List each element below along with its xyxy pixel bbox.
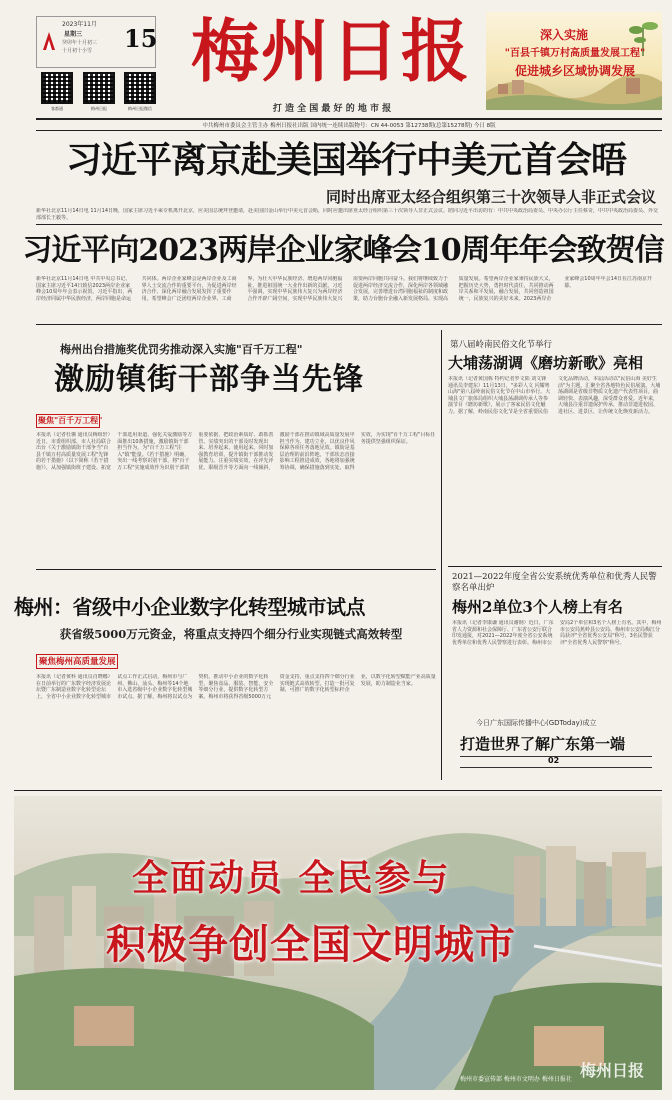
qr-label: 梅州日报 <box>91 106 107 111</box>
divider <box>14 790 662 791</box>
logo-mark-icon <box>41 30 57 52</box>
divider <box>36 118 662 120</box>
promo-line-2: "百县千镇万村高质量发展工程" <box>504 48 646 59</box>
article-kicker: 第八届岭南民俗文化节举行 <box>450 340 553 350</box>
gdtoday-kicker: 今日广东国际传播中心(GDToday)成立 <box>476 719 597 727</box>
qr-code-icon[interactable] <box>41 72 73 104</box>
meta-line: 中共梅州市委员会主管主办 梅州日报社出版 国内统一连续出版物号：CN 44-0053 第12738期(总第15278期) 今日 8版 <box>202 123 496 129</box>
lunar-line-1: 癸卯年十月初三 <box>62 40 98 46</box>
civilization-banner[interactable] <box>14 796 662 1090</box>
article-title[interactable]: 梅州：省级中小企业数字化转型城市试点 <box>14 595 365 619</box>
headline-body: 新华社北京11月14日电 11月14日晚，国家主席习近平乘专机离开北京，应美国总统拜登邀请，赴美国旧金山举行中美元首会晤，同时应邀出席亚太经合组织第三十次领导人非正式会议。陪同习近平出访的有：中共中央政治局委员、中央办公厅主任蔡奇，中共中央政治局委员、外交部部长王毅等。 <box>36 208 659 221</box>
lunar-line-2: 十月初十小雪 <box>62 48 93 54</box>
newspaper-title: 梅州日报 <box>190 12 471 92</box>
article-body: 本报讯（记者黄科 通讯员肖晓娜）在日前举行的广东数字经济发展论坛暨广东制造业数字化转型论坛上，全省中小企业数字化转型城市试点工作正式启动，梅州市与广州、佛山、汕头、梅州等14个地市入选省级中小企业数字化转型城市试点。据了解，梅州将以试点为契机，推动中小企业的数字化转型，聚焦食品、服装、智能、安全等细分行业，提供数字化转型方案。梅州市将获得省级5000万元资金支持，重点支持四个细分行业实现链式高效转型，打造一批可复制、可推广的数字化转型标杆企业，以数字化转型赋能产业高质量发展，助力制造业当家。 <box>36 674 436 700</box>
divider <box>448 566 662 567</box>
qr-label: 梅州日报微信 <box>128 106 152 111</box>
banner-credit: 梅州市委宣传部 梅州市文明办 梅州日报社 <box>460 1076 572 1083</box>
gdtoday-title[interactable]: 打造世界了解广东第一端 <box>460 735 626 753</box>
qr-label: 客都通 <box>51 106 63 111</box>
article-kicker: 2021—2022年度全省公安系统优秀单位和优秀人民警察名单出炉 <box>452 572 657 593</box>
qr-code-icon[interactable] <box>124 72 156 104</box>
article-body: 本报讯（记者杜骥 通讯员梅组轩）近日，市委组织部、市人社局联合出台《关于激励镇街干部争当"百县千镇万村高质量发展工程"先锋的若干措施》（以下简称《若干措施》），从加强镇街班子建设、拓宽干部选用渠道、强化关爱激励等方面推出10条措施，激励镇街干部担当作为，为"百千万工程"注入"镇"能量。《若干措施》明确，突出一线考察识别干部，将"百千万工程"实施成效作为识别干部的重要依据，把政治素质好、敢抓善管、实绩突出的干部及时发现出来、培养起来、使用起来。同时加强教育培训，提升镇街干部推动发展能力。注重实绩实效，在评先评优、职级晋升等方面向一线倾斜，激励干部在推动镇域高质量发展中担当作为、建功立业，以优良作风保障各项任务落地见效。镇街是基层治理的前沿阵地，干部状态直接影响工程推进成效，各地将加强统筹协调，确保措施落到实处、取得实效，为实现"百千万工程"目标任务提供坚强组织保证。 <box>36 432 436 471</box>
column-divider <box>441 330 442 780</box>
divider <box>36 324 662 325</box>
article-body: 本报讯（记者李康谦 通讯员谢钢）近日，广东省人力资源和社会保障厅、广东省公安厅联合印发通报，对2021—2022年度全省公安系统优秀单位和优秀人民警察进行表彰。梅州市公安局2个单位和3名个人榜上有名。其中，梅州市公安局蕉岭县公安局、梅州市公安局梅江分局获评"全省优秀公安局"称号，3名民警获评"全省优秀人民警察"称号。 <box>452 620 662 646</box>
headline-title[interactable]: 习近平离京赴美国举行中美元首会晤 <box>65 139 626 181</box>
article-kicker: 梅州出台措施奖优罚劣推动深入实施"百千万工程" <box>60 343 303 356</box>
banner-line-2: 积极争创全国文明城市 <box>106 921 516 968</box>
promo-line-1: 深入实施 <box>540 28 589 42</box>
headline-title[interactable]: 习近平向2023两岸企业家峰会10周年年会致贺信 <box>22 233 664 268</box>
divider <box>36 224 662 225</box>
article-title[interactable]: 激励镇街干部争当先锋 <box>54 362 364 397</box>
banner-line-1: 全面动员 全民参与 <box>132 857 451 899</box>
qr-code-icon[interactable] <box>83 72 115 104</box>
page-ref[interactable]: 02 <box>548 756 560 765</box>
date-line: 2023年11月 <box>62 21 97 28</box>
weekday: 星期三 <box>64 31 83 38</box>
article-body: 本报讯（记者黄国栋 特约记者罗文韬 刘文锋 通讯员李建东）11月13日，"多彩人文 闪耀粤山海"第八届岭南民俗文化节在中山市举行。大埔县文广旅体局组织大埔县荡湖调传承人等参演节目《磨坊新歌》，展示了客家民俗文化魅力。据了解，岭南民俗文化节是全省重要民俗文化品牌活动，本届活动以"民俗山海 美好生活"为主题，汇聚全省各地特色民俗展演。大埔荡湖调是省级非物质文化遗产代表性项目，曲调轻快、表演风趣，深受群众喜爱。近年来，大埔县注重非遗保护传承，推动非遗进校园、进社区、进景区，让传统文化焕发新活力。 <box>448 376 661 415</box>
watermark: 梅州日报 <box>580 1061 645 1080</box>
slogan: 打 造 全 国 最 好 的 地 市 报 <box>272 104 392 114</box>
headline-body: 新华社北京11月14日电 中共中央总书记、国家主席习近平14日致信2023两岸企业家峰会10周年年会表示祝贺。习近平指出，两岸经济同属中华民族经济，两岸同胞是命运共同体。两岸企业家峰会是两岸企业及工商界人士交流合作的重要平台，为促进两岸经济合作、深化两岸融合发展发挥了重要作用。希望峰会广泛团结两岸企业界、工商界，为壮大中华民族经济、增进两岸同胞福祉、推进祖国统一大业作出新的贡献。习近平强调，实现中华民族伟大复兴为两岸经济合作开辟广阔空间，实现中华民族伟大复兴需要两岸同胞共同奋斗。我们将继续致力于促进两岸经济交流合作，深化两岸各领域融合发展，完善增进台湾同胞福祉的制度和政策，助力台胞台企融入新发展格局、实现高质量发展。希望两岸企业家秉持民族大义，把握历史大势，勇担时代责任，共同推动两岸关系和平发展、融合发展，共同创造祖国统一、民族复兴的美好未来。2023两岸企业家峰会10周年年会14日在江苏南京开幕。 <box>36 276 653 302</box>
headline-subtitle: 同时出席亚太经合组织第三十次领导人非正式会议 <box>325 188 656 206</box>
article-subtitle: 获省级5000万元资金，将重点支持四个细分行业实现链式高效转型 <box>59 627 403 641</box>
day-number: 15 <box>124 24 158 53</box>
section-tag-label: 聚焦"百千万工程" <box>38 416 103 425</box>
section-tag-label: 聚焦梅州高质量发展 <box>39 657 116 667</box>
divider <box>36 569 436 570</box>
article-title[interactable]: 梅州2单位3个人榜上有名 <box>452 598 623 616</box>
promo-line-3: 促进城乡区域协调发展 <box>514 64 635 78</box>
divider <box>36 130 662 131</box>
article-title[interactable]: 大埔荡湖调《磨坊新歌》亮相 <box>448 354 644 372</box>
